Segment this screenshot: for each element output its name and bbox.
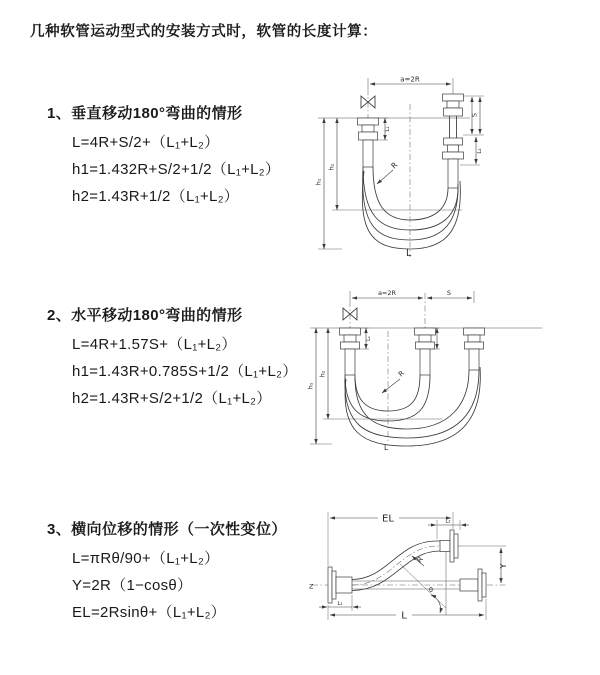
left-fitting xyxy=(358,118,379,167)
dim-fitting-left-label: L₁ xyxy=(385,126,391,132)
hose-arcs xyxy=(362,167,460,249)
formula-length: L=πRθ/90+（L₁+L₂） xyxy=(72,550,220,567)
diagram-horizontal-180-bend xyxy=(302,283,600,453)
right-fitting xyxy=(464,328,485,370)
section-lateral-displacement xyxy=(47,518,287,626)
diagram-vertical-180-bend xyxy=(310,70,600,260)
formula-length: L=4R+S/2+（L₁+L₂） xyxy=(72,134,220,151)
section-vertical-movement xyxy=(47,102,280,210)
formula-h1: h1=1.432R+S/2+1/2（L₁+L₂） xyxy=(72,161,281,178)
radius-label: R xyxy=(396,369,406,379)
original-position-pipe xyxy=(352,569,486,601)
page-title: 几种软管运动型式的安装方式时，软管的长度计算： xyxy=(30,24,378,40)
dim-length-label: L xyxy=(401,610,407,622)
formula-length: L=4R+1.57S+（L₁+L₂） xyxy=(72,336,237,353)
formula-h2: h2=1.43R+1/2（L₁+L₂） xyxy=(72,188,240,205)
dim-height-outer-label: h₁ xyxy=(314,178,323,186)
formula-h1: h1=1.43R+0.785S+1/2（L₁+L₂） xyxy=(72,363,298,380)
dim-fitting-left-label: L₁ xyxy=(337,601,343,607)
dim-el-label: EL xyxy=(382,513,394,525)
dim-stroke-label: S xyxy=(470,112,479,118)
axis-break-mark: Z xyxy=(309,582,314,591)
angle-label: θ xyxy=(429,586,433,594)
left-flange-fitting xyxy=(328,567,352,603)
dimensions xyxy=(319,512,508,622)
section-1-heading: 1、垂直移动180°弯曲的情形 xyxy=(47,105,243,122)
formula-y: Y=2R（1−cosθ） xyxy=(72,577,193,594)
dim-height-outer-label: h₁ xyxy=(306,382,315,390)
radius-label: R xyxy=(389,160,400,171)
diagram-lateral-displacement xyxy=(300,500,600,660)
middle-fitting xyxy=(415,328,436,375)
formula-h2: h2=1.43R+S/2+1/2（L₁+L₂） xyxy=(72,390,272,407)
section-horizontal-movement xyxy=(47,304,298,412)
left-fitting xyxy=(340,328,361,375)
length-label: L xyxy=(406,248,412,259)
right-fitting xyxy=(443,94,464,188)
radius-label: R xyxy=(415,555,425,565)
dim-stroke-label: S xyxy=(446,289,452,297)
hose-arcs xyxy=(345,367,480,446)
dim-fitting-right-label: L₂ xyxy=(445,518,451,525)
length-label: L xyxy=(384,443,389,452)
section-2-heading: 2、水平移动180°弯曲的情形 xyxy=(47,307,243,324)
dim-span-label: a=2R xyxy=(400,75,420,84)
dim-fitting-left-label: L₁ xyxy=(366,336,372,341)
section-3-heading: 3、横向位移的情形（一次性变位） xyxy=(47,521,287,538)
displaced-flange-fitting xyxy=(440,530,458,562)
dim-span-label: a=2R xyxy=(377,289,397,297)
dim-fitting-right-label: L₂ xyxy=(477,148,483,154)
dim-height-inner-label: h₂ xyxy=(318,370,327,378)
dim-offset-label: Y xyxy=(499,563,508,569)
dim-height-inner-label: h₂ xyxy=(327,163,336,171)
formula-el: EL=2Rsinθ+（L₁+L₂） xyxy=(72,604,226,621)
